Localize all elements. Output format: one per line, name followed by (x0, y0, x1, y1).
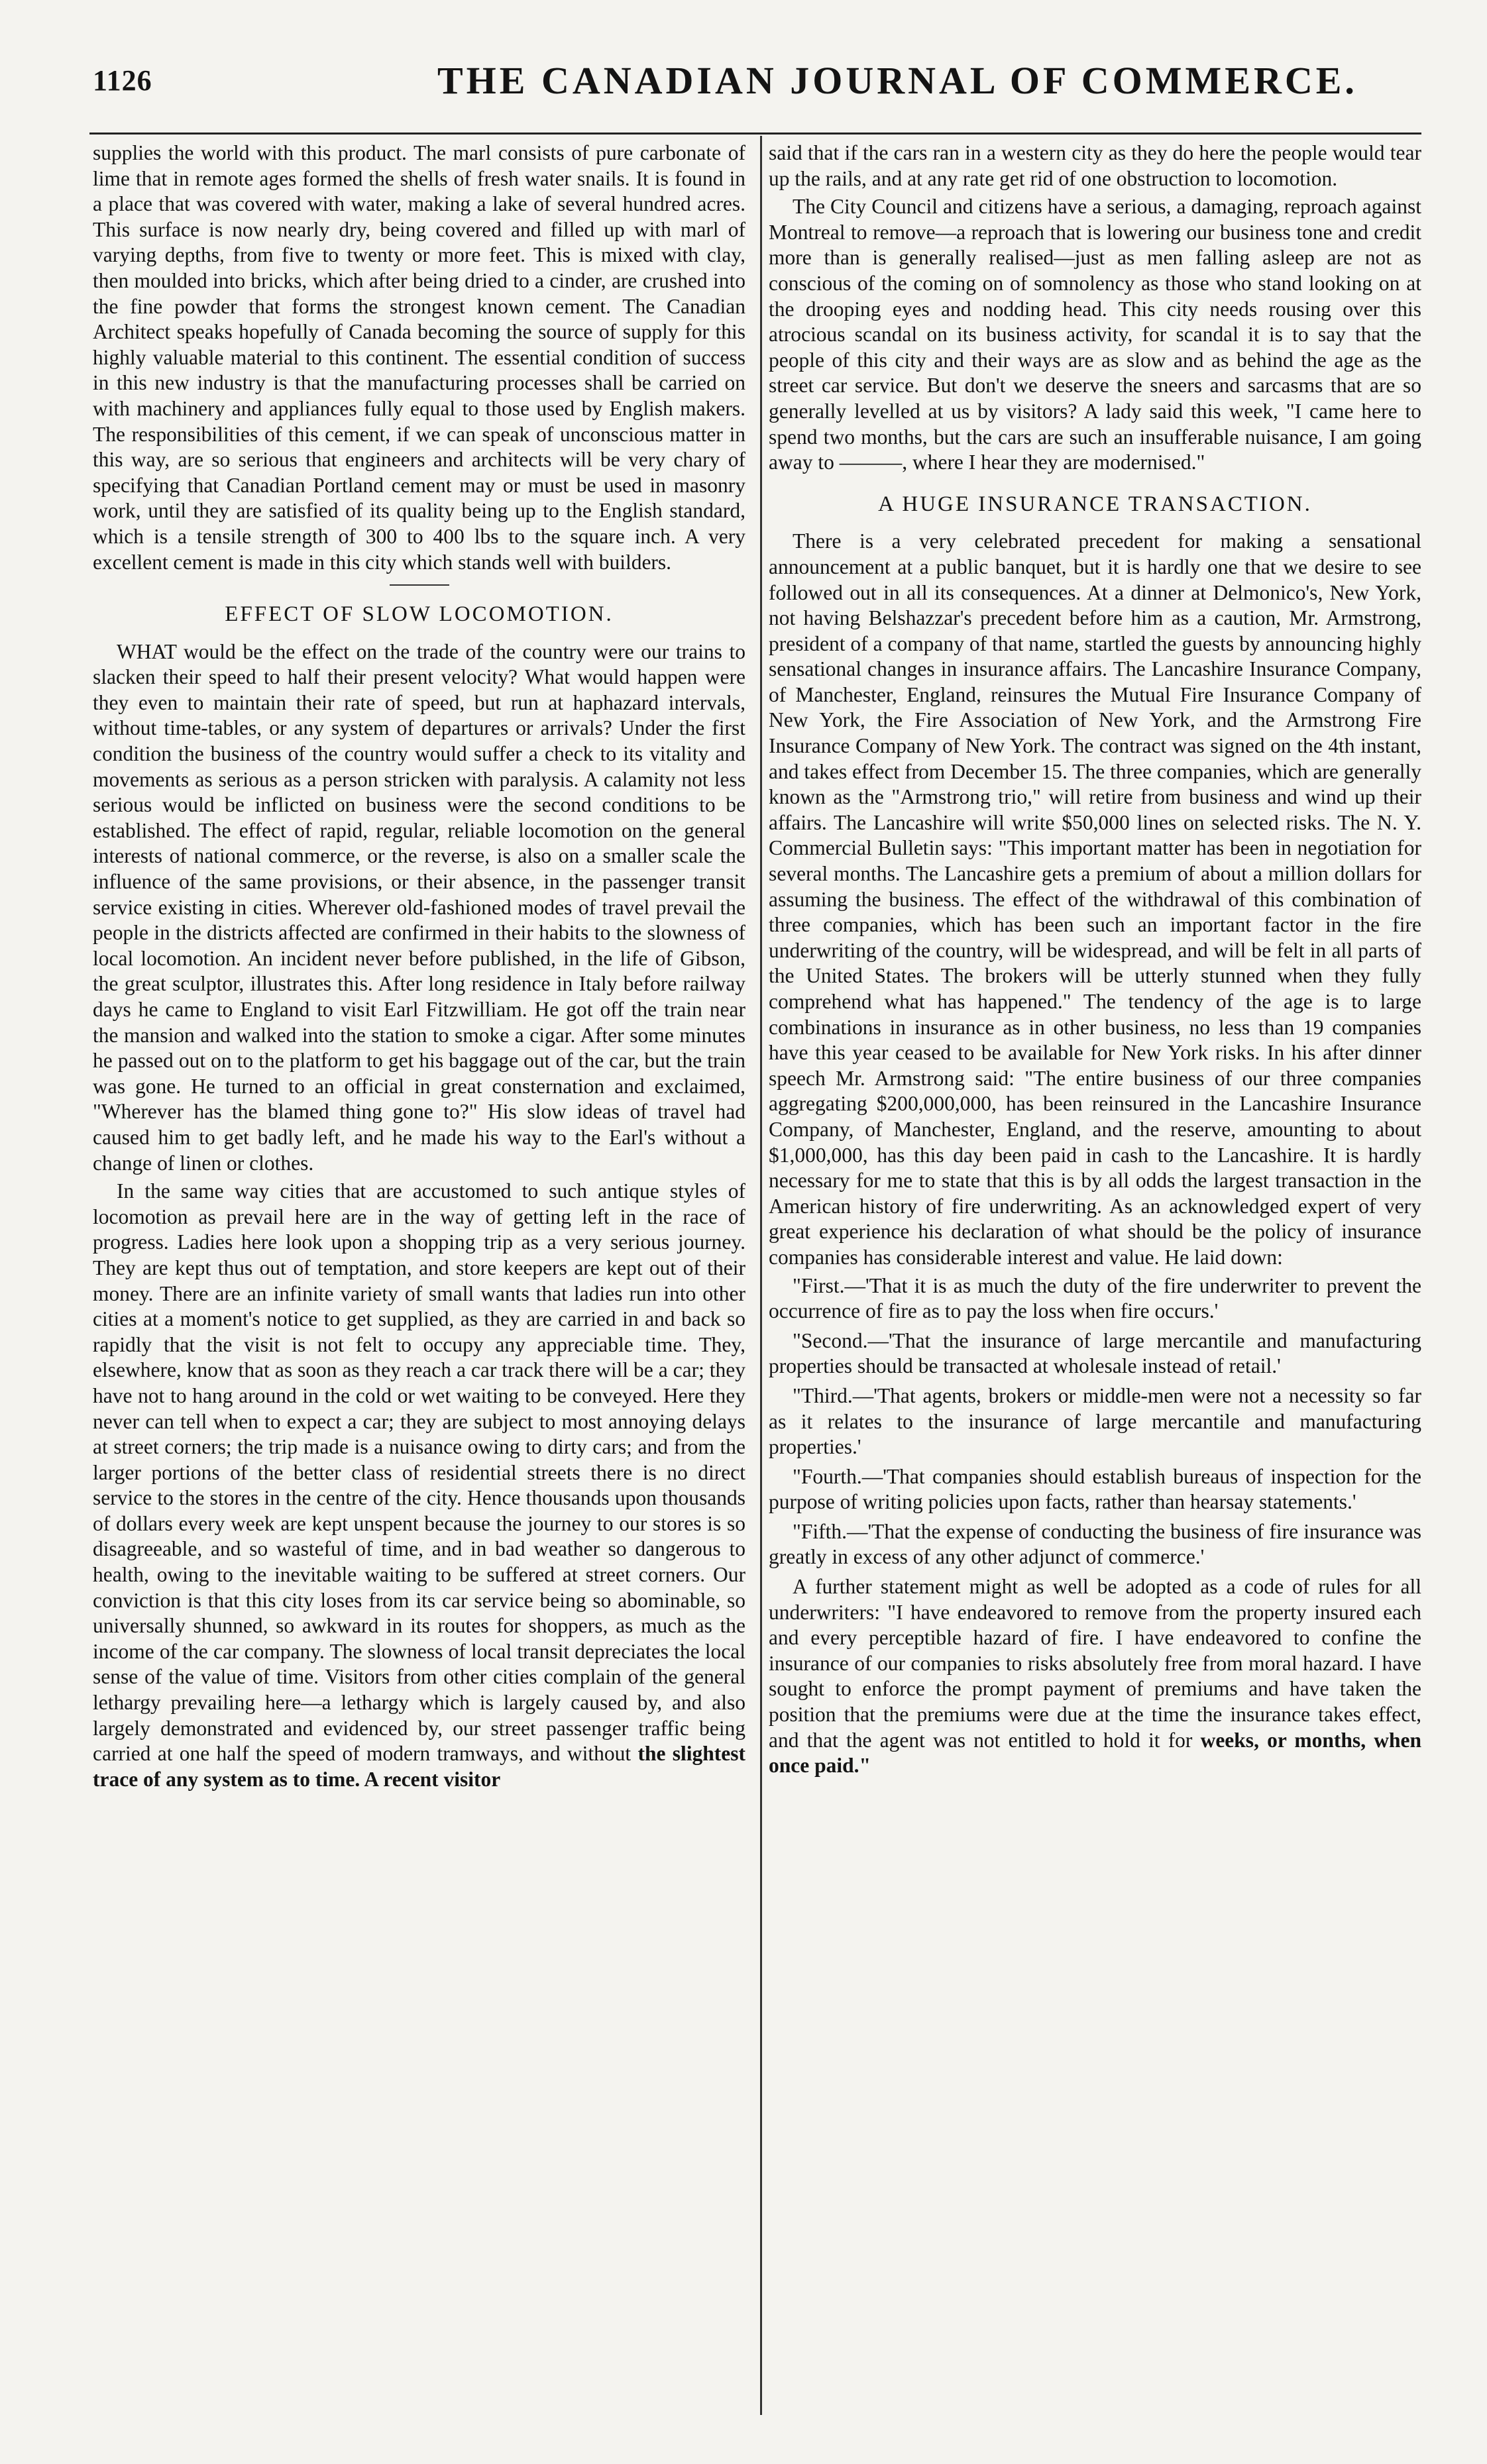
rule-second: "Second.—'That the insurance of large mercantile and manufacturing properties should be transacted at wholesale instead of retail.' (769, 1328, 1421, 1378)
rule-first: "First.—'That it is as much the duty of the fire underwriter to prevent the occurrence of fire as to pay the loss when fire occurs.' (769, 1273, 1421, 1323)
marl-paragraph: supplies the world with this product. The marl consists of pure carbonate of lime that in remote ages formed the shells of fresh water snails. It is found in a place that was covered with water, making a lake of several hundred acres. This surface is now nearly dry, being covered and filled up with marl of varying depths, from five to twenty or more feet. This is mixed with clay, then moulded into bricks, which after being dried to a cinder, are crushed into the fine powder that forms the strongest known cement. The Canadian Architect speaks hopefully of Canada becoming the source of supply for this highly valuable material to this continent. The essential condition of success in this new industry is that the manufacturing processes shall be carried on with machinery and appliances fully equal to those used by English makers. The responsibilities of this cement, if we can speak of unconscious matter in this way, are so serious that engineers and architects will be very chary of specifying that Canadian Portland cement may or must be used in masonry work, until they are satisfied of its quality being up to the English standard, which is a tensile strength of 300 to 400 lbs to the square inch. A very excellent cement is made in this city which stands well with builders. (93, 141, 745, 574)
slow-locomotion-paragraph-2-end: the slightest trace of any system as to time. A recent visitor (93, 1742, 746, 1791)
section-divider (390, 584, 449, 586)
journal-title: THE CANADIAN JOURNAL OF COMMERCE. (437, 59, 1358, 102)
left-column (93, 140, 745, 1795)
slow-locomotion-paragraph-2 (93, 1179, 745, 1792)
page-header (93, 58, 1425, 111)
insurance-paragraph-1: There is a very celebrated precedent for making a sensational announcement at a public banquet, but it is hardly one that we desire to see followed out in all its consequences. At a dinner at Delmonico's, New York, not having Belshazzar's precedent before him as a caution, Mr. Armstrong, president of a company of that name, startled the guests by announcing highly sensational changes in insurance affairs. The Lancashire Insurance Company, of Manchester, England, reinsures the Mutual Fire Insurance Company of New York, the Fire Association of New York, and the Armstrong Fire Insurance Company of New York. The contract was signed on the 4th instant, and takes effect from December 15. The three companies, which are generally known as the "Armstrong trio," will retire from business and wind up their affairs. The Lancashire will write $50,000 lines on selected risks. The N. Y. Commercial Bulletin says: "This important matter has been in negotiation for several months. The Lancashire gets a premium of about a million dollars for assuming the business. The effect of the withdrawal of this combination of three companies, which has been such an important factor in the fire underwriting of the country, will be widespread, and will be felt in all parts of the United States. The brokers will be utterly stunned when they fully comprehend what has happened." The tendency of the age is to large combinations in insurance as in other business, no less than 19 companies have this year ceased to be available for New York risks. In his after dinner speech Mr. Armstrong said: "The entire business of our three companies aggregating $200,000,000, has been reinsured in the Lancashire Insurance Company, of Manchester, England, and the reserve, amounting to about $1,000,000, has this day been paid in cash to the Lancashire. It is hardly necessary for me to state that this is by all odds the largest transaction in the American history of fire underwriting. As an acknowledged expert of very great experience his declaration of what should be the policy of insurance companies has considerable interest and value. He laid down: (769, 529, 1421, 1269)
rule-fifth: "Fifth.—'That the expense of conducting the business of fire insurance was greatly in excess of any other adjunct of commerce.' (769, 1519, 1421, 1569)
city-council-paragraph: The City Council and citizens have a serious, a damaging, reproach against Montreal to remove—a reproach that is lowering our business tone and credit more than is generally realised—just as men falling asleep are not as conscious of the coming on of somnolency as those who stand looking on at the drooping eyes and nodding head. This city needs rousing over this atrocious scandal on its business activity, for scandal it is to say that the people of this city and their ways are as slow and as behind the age as the street car service. But don't we deserve the sneers and sarcasms that are so generally levelled at us by visitors? A lady said this week, "I came here to spend two months, but the cars are such an insufferable nuisance, I am going away to ———, where I hear they are modernised." (769, 195, 1421, 474)
slow-locomotion-paragraph-2-body: In the same way cities that are accustomed to such antique styles of locomotion as prevail here are in the way of getting left in the race of progress. Ladies here look upon a shopping trip as a very serious journey. They are kept thus out of temptation, and store keepers are kept out of their money. There are an infinite variety of small wants that ladies run into other cities at a moment's notice to get supplied, as they are carried in and back so rapidly that the visit is not felt to occupy any appreciable time. They, elsewhere, know that as soon as they reach a car track there will be a car; they have not to hang around in the cold or wet waiting to be conveyed. Here they never can tell when to expect a car; they are subject to most annoying delays at street corners; the trip made is a nuisance owing to dirty cars; and from the larger portions of the better class of residential streets there is no direct service to the stores in the centre of the city. Hence thousands upon thousands of dollars every week are kept unspent because the journey to our stores is so disagreeable, and so wasteful of time, and in bad weather so dangerous to health, owing to the inevitable waiting to be suffered at street corners. Our conviction is that this city loses from its car service being so abominable, so universally shunned, so awkward in its routes for shoppers, as much as the income of the car company. The slowness of local transit depreciates the local sense of the value of time. Visitors from other cities complain of the general lethargy prevailing here—a lethargy which is largely caused by, and also largely demonstrated and evidenced by, our street passenger traffic being carried at one half the speed of modern tramways, and without (93, 1179, 745, 1766)
rule-fourth: "Fourth.—'That companies should establish bureaus of inspection for the purpose of writing policies upon facts, rather than hearsay statements.' (769, 1464, 1421, 1514)
visitor-continuation: said that if the cars ran in a western city as they do here the people would tear up the rails, and at any rate get rid of one obstruction to locomotion. (769, 141, 1421, 190)
section-title-slow-locomotion: EFFECT OF SLOW LOCOMOTION. (225, 602, 614, 627)
slow-locomotion-paragraph-1: WHAT would be the effect on the trade of the country were our trains to slacken their speed to half their present velocity? What would happen were they even to maintain their rate of speed, but run at haphazard intervals, without time-tables, or any system of departures or arrivals? Under the first condition the business of the country would suffer a check to its vitality and movements as serious as a person stricken with paralysis. A calamity not less serious would be inflicted on business were the second conditions to be established. The effect of rapid, regular, reliable locomotion on the general interests of national commerce, or the reverse, is also on a smaller scale the influence of the same provisions, or their absence, in the passenger transit service existing in cities. Wherever old-fashioned modes of travel prevail the people in the districts affected are confirmed in their habits to the slowness of local locomotion. An incident never before published, in the life of Gibson, the great sculptor, illustrates this. After long residence in Italy before railway days he came to England to visit Earl Fitzwilliam. He got off the train near the mansion and walked into the station to smoke a cigar. After some minutes he passed out on to the platform to get his baggage out of the car, but the train was gone. He turned to an official in great consternation and exclaimed, "Wherever has the blamed thing gone to?" His slow ideas of travel had caused him to get badly left, and he made his way to the Earl's without a change of linen or clothes. (93, 639, 745, 1175)
page-number: 1126 (93, 64, 152, 97)
right-column (769, 140, 1421, 1782)
closing-paragraph-end: weeks, or months, when once paid." (769, 1728, 1421, 1778)
header-rule (89, 133, 1421, 134)
column-rule (760, 136, 762, 2415)
closing-paragraph (769, 1574, 1421, 1779)
section-title-insurance: A HUGE INSURANCE TRANSACTION. (878, 492, 1312, 516)
rule-third: "Third.—'That agents, brokers or middle-men were not a necessity so far as it relates to the insurance of large mercantile and manufacturing properties.' (769, 1383, 1421, 1459)
closing-paragraph-body: A further statement might as well be adopted as a code of rules for all underwriters: "I have endeavored to remove from the property insured each and every perceptible hazard of fire. I have endeavored to confine the insurance of our companies to risks absolutely free from moral hazard. I have sought to enforce the prompt payment of premiums and have taken the position that the premiums were due at the time the insurance takes effect, and that the agent was not entitled to hold it for (769, 1575, 1421, 1752)
